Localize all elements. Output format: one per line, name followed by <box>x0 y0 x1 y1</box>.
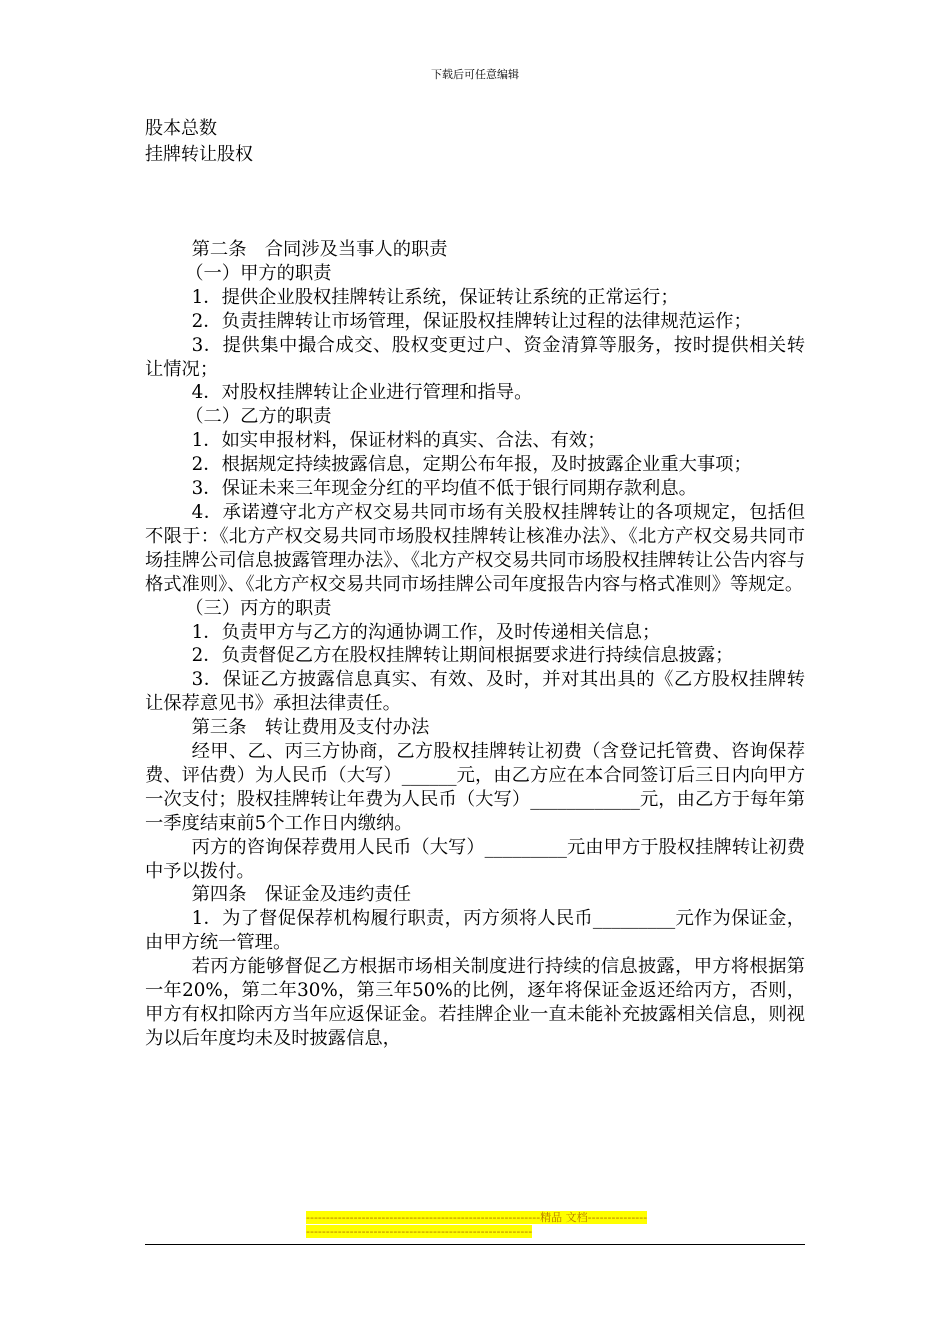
top-line-listed-equity: 挂牌转让股权 <box>145 144 253 165</box>
section-heading: （三）丙方的职责 <box>185 597 332 619</box>
paragraph: 3．保证乙方披露信息真实、有效、及时，并对其出具的《乙方股权挂牌转让保荐意见书》承担法律责任。 <box>145 669 805 715</box>
paragraph: 经甲、乙、丙三方协商，乙方股权挂牌转让初费（含登记托管费、咨询保荐费、评估费）为人民币（大写）______元，由乙方应在本合同签订后三日内向甲方一次支付；股权挂牌转让年费为人民币（大写）____________元，由乙方于每年第一季度结束前5个工作日内缴纳。 <box>145 741 805 834</box>
article-heading: 第三条 转让费用及支付办法 <box>191 717 430 739</box>
footer-banner <box>306 1211 651 1239</box>
top-lines <box>145 116 253 168</box>
document-body <box>145 238 805 1051</box>
paragraph: 1．提供企业股权挂牌转让系统，保证转让系统的正常运行； <box>191 286 679 308</box>
paragraph: 2．负责挂牌转让市场管理，保证股权挂牌转让过程的法律规范运作； <box>191 310 752 332</box>
paragraph: 1．为了督促保荐机构履行职责，丙方须将人民币_________元作为保证金，由甲方统一管理。 <box>145 908 805 954</box>
paragraph: 3．保证未来三年现金分红的平均值不低于银行同期存款利息。 <box>191 478 697 500</box>
section-heading: （二）乙方的职责 <box>185 406 332 428</box>
article-heading: 第四条 保证金及违约责任 <box>191 884 412 906</box>
paragraph: 1．如实申报材料，保证材料的真实、合法、有效； <box>191 430 606 452</box>
paragraph: 丙方的咨询保荐费用人民币（大写）_________元由甲方于股权挂牌转让初费中予以拨付。 <box>145 836 805 882</box>
page-header-note: 下载后可任意编辑 <box>431 68 519 81</box>
top-line-total-shares: 股本总数 <box>145 118 217 139</box>
paragraph: 4．对股权挂牌转让企业进行管理和指导。 <box>191 382 533 404</box>
paragraph: 若丙方能够督促乙方根据市场相关制度进行持续的信息披露，甲方将根据第一年20%，第二年30%，第三年50%的比例，逐年将保证金返还给丙方，否则，甲方有权扣除丙方当年应返保证金。若挂牌企业一直未能补充披露相关信息，则视为以后年度均未及时披露信息， <box>145 956 805 1049</box>
paragraph: 4．承诺遵守北方产权交易共同市场有关股权挂牌转让的各项规定，包括但不限于：《北方产权交易共同市场股权挂牌转让核准办法》、《北方产权交易共同市场挂牌公司信息披露管理办法》、《北方产权交易共同市场股权挂牌转让公告内容与格式准则》、《北方产权交易共同市场挂牌公司年度报告内容与格式准则》等规定。 <box>145 501 805 595</box>
paragraph: 2．负责督促乙方在股权挂牌转让期间根据要求进行持续信息披露； <box>191 645 734 667</box>
footer-banner-text: -----------------------------------------------------------精品 文档------------------------------------------------------------------------ <box>306 1211 648 1238</box>
article-heading: 第二条 合同涉及当事人的职责 <box>191 239 448 260</box>
paragraph: 2．根据规定持续披露信息，定期公布年报，及时披露企业重大事项； <box>191 454 752 476</box>
paragraph: 3．提供集中撮合成交、股权变更过户、资金清算等服务，按时提供相关转让情况； <box>145 334 805 380</box>
footer-divider <box>145 1244 805 1245</box>
section-heading: （一）甲方的职责 <box>185 262 332 284</box>
paragraph: 1．负责甲方与乙方的沟通协调工作，及时传递相关信息； <box>191 621 661 643</box>
